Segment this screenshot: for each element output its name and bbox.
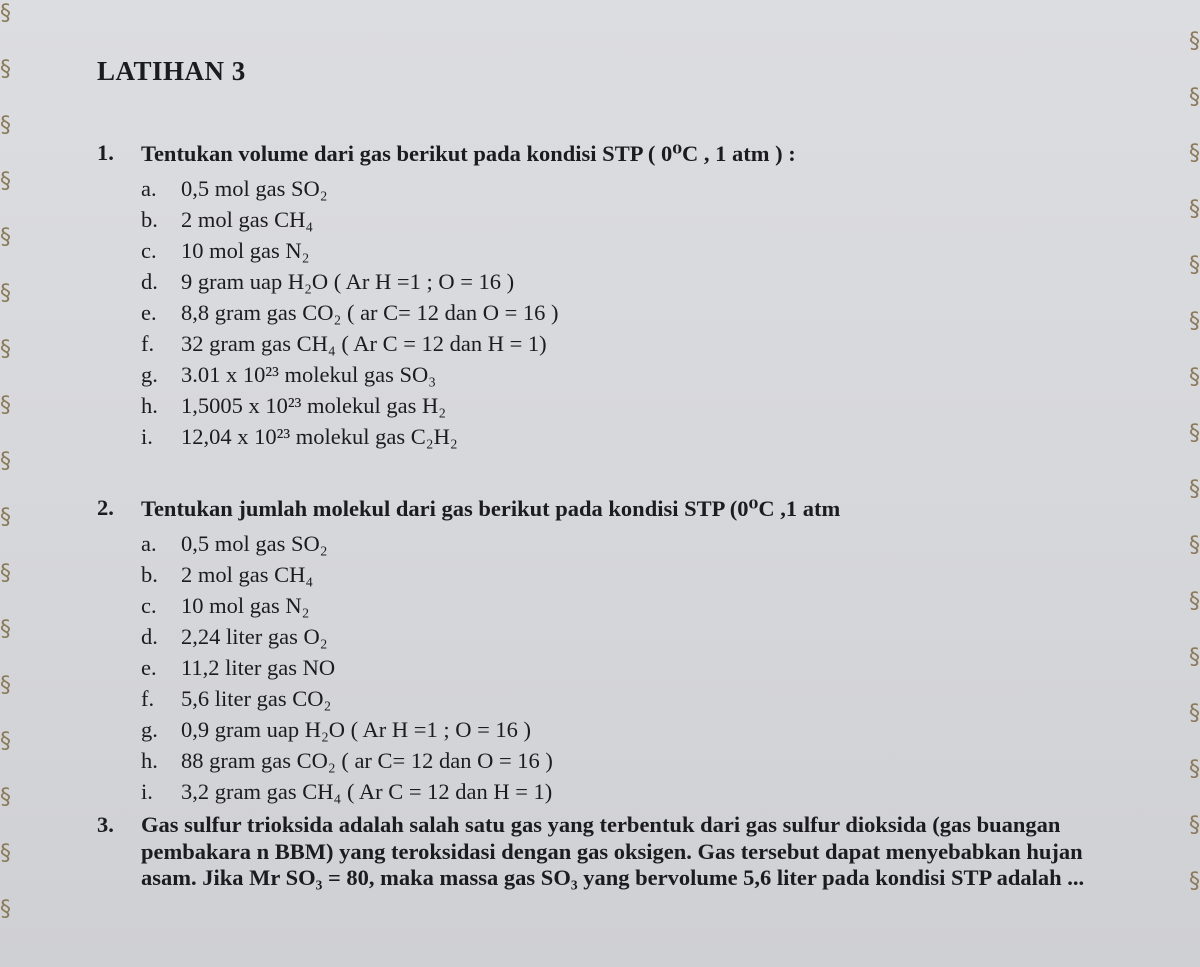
item-letter: b.	[141, 561, 158, 587]
item-text: 32 gram gas CH₄ ( Ar C = 12 dan H = 1)	[181, 330, 547, 356]
item-letter: a.	[141, 530, 157, 556]
spiral-binding-left: § § § § § § § § § § § § § § § § §	[0, 1, 11, 922]
list-item	[141, 204, 796, 235]
list-item	[141, 559, 840, 590]
item-text: 2 mol gas CH₄	[181, 561, 314, 587]
item-letter: g.	[141, 361, 158, 387]
list-item	[141, 173, 796, 204]
item-text: 10 mol gas N₂	[181, 592, 310, 618]
item-text: 0,9 gram uap H₂O ( Ar H =1 ; O = 16 )	[181, 716, 532, 742]
question-number: 3.	[97, 812, 114, 837]
spiral-binding-right: § § § § § § § § § § § § § § § §	[1189, 29, 1200, 894]
list-item	[141, 390, 796, 421]
item-text: 88 gram gas CO₂ ( ar C= 12 dan O = 16 )	[181, 747, 553, 773]
item-text: 8,8 gram gas CO₂ ( ar C= 12 dan O = 16 )	[181, 299, 559, 325]
item-letter: e.	[141, 299, 157, 325]
list-item	[141, 297, 796, 328]
question-text: Tentukan jumlah molekul dari gas berikut pada kondisi STP (0⁰C ,1 atm	[141, 496, 841, 521]
list-item	[141, 745, 840, 776]
page-title: LATIHAN 3	[97, 56, 246, 86]
question-2-items	[141, 528, 840, 807]
item-letter: a.	[141, 175, 157, 201]
item-text: 1,5005 x 10²³ molekul gas H₂	[181, 392, 447, 418]
question-text: Tentukan volume dari gas berikut pada kondisi STP ( 0⁰C , 1 atm ) :	[141, 141, 796, 166]
list-item	[141, 266, 796, 297]
question-3	[97, 812, 1097, 892]
list-item	[141, 235, 796, 266]
item-letter: f.	[141, 685, 155, 711]
question-text: Gas sulfur trioksida adalah salah satu gas yang terbentuk dari gas sulfur dioksida (gas buangan pembakara n BBM) yang teroksidasi dengan gas oksigen. Gas tersebut dapat menyebabkan hujan asam. Jika Mr SO₃ = 80, maka massa gas SO₃ yang bervolume 5,6 liter pada kondisi STP adalah ...	[141, 812, 1085, 891]
question-number: 1.	[97, 140, 114, 165]
question-1-header	[97, 140, 796, 167]
item-letter: d.	[141, 268, 158, 294]
item-text: 3.01 x 10²³ molekul gas SO₃	[181, 361, 437, 387]
item-text: 11,2 liter gas NO	[181, 654, 336, 680]
item-letter: c.	[141, 237, 157, 263]
item-letter: d.	[141, 623, 158, 649]
question-2-header	[97, 495, 840, 522]
item-text: 12,04 x 10²³ molekul gas C₂H₂	[181, 423, 458, 449]
item-letter: g.	[141, 716, 158, 742]
item-text: 5,6 liter gas CO₂	[181, 685, 332, 711]
list-item	[141, 359, 796, 390]
item-letter: i.	[141, 778, 153, 804]
list-item	[141, 328, 796, 359]
question-3-body	[97, 812, 1097, 892]
item-text: 2,24 liter gas O₂	[181, 623, 328, 649]
list-item	[141, 590, 840, 621]
item-letter: h.	[141, 392, 158, 418]
list-item	[141, 714, 840, 745]
item-text: 0,5 mol gas SO₂	[181, 530, 328, 556]
item-letter: b.	[141, 206, 158, 232]
item-text: 0,5 mol gas SO₂	[181, 175, 328, 201]
item-text: 2 mol gas CH₄	[181, 206, 314, 232]
item-letter: i.	[141, 423, 153, 449]
item-text: 9 gram uap H₂O ( Ar H =1 ; O = 16 )	[181, 268, 515, 294]
list-item	[141, 421, 796, 452]
item-letter: f.	[141, 330, 155, 356]
question-number: 2.	[97, 495, 114, 520]
list-item	[141, 776, 840, 807]
question-2	[97, 495, 840, 807]
list-item	[141, 621, 840, 652]
item-text: 10 mol gas N₂	[181, 237, 310, 263]
list-item	[141, 683, 840, 714]
item-text: 3,2 gram gas CH₄ ( Ar C = 12 dan H = 1)	[181, 778, 553, 804]
item-letter: h.	[141, 747, 158, 773]
item-letter: c.	[141, 592, 157, 618]
item-letter: e.	[141, 654, 157, 680]
question-1-items	[141, 173, 796, 452]
question-1	[97, 140, 796, 452]
list-item	[141, 528, 840, 559]
list-item	[141, 652, 840, 683]
